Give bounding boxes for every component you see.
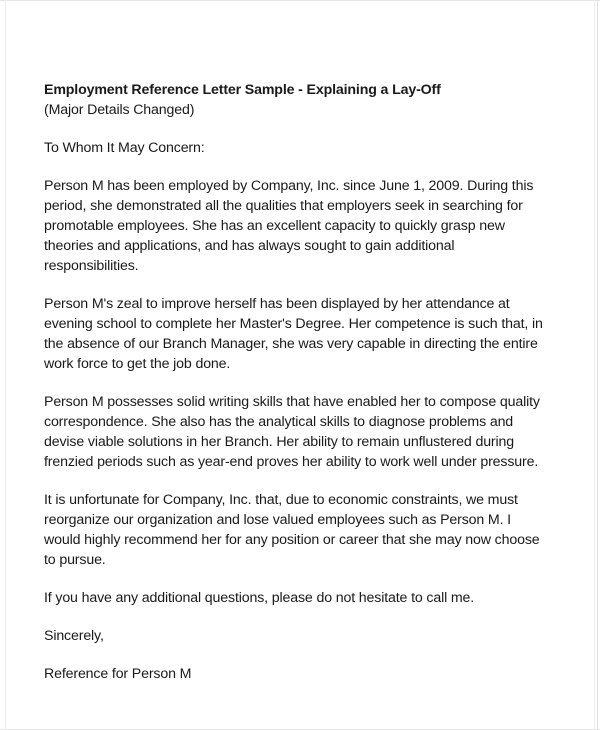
page-edge-right	[594, 0, 595, 730]
letter-subtitle: (Major Details Changed)	[44, 102, 195, 118]
paragraph-line: theories and applications, and has always sought to gain additional	[44, 238, 455, 254]
salutation: To Whom It May Concern:	[44, 140, 205, 156]
page-edge-left	[5, 0, 6, 730]
paragraph-line: Person M's zeal to improve herself has been displayed by her attendance at	[44, 296, 510, 312]
paragraph-line: promotable employees. She has an excellent capacity to quickly grasp new	[44, 218, 505, 234]
paragraph-contact	[44, 588, 564, 608]
paragraph-line: It is unfortunate for Company, Inc. that, due to economic constraints, we must	[44, 492, 518, 508]
paragraph-line: responsibilities.	[44, 258, 139, 274]
paragraph-line: If you have any additional questions, please do not hesitate to call me.	[44, 590, 475, 606]
paragraph-self-improvement	[44, 294, 564, 374]
paragraph-line: evening school to complete her Master's Degree. Her competence is such that, in	[44, 316, 543, 332]
letter-title: Employment Reference Letter Sample - Explaining a Lay-Off	[44, 82, 441, 98]
paragraph-line: to pursue.	[44, 552, 106, 568]
paragraph-layoff-explanation	[44, 490, 564, 570]
paragraph-line: reorganize our organization and lose valued employees such as Person M. I	[44, 512, 511, 528]
closing: Sincerely,	[44, 628, 104, 644]
paragraph-line: devise viable solutions in her Branch. Her ability to remain unflustered during	[44, 434, 514, 450]
paragraph-line: Person M possesses solid writing skills that have enabled her to compose quality	[44, 394, 540, 410]
paragraph-line: period, she demonstrated all the qualities that employers seek in searching for	[44, 198, 523, 214]
paragraph-skills	[44, 392, 564, 472]
paragraph-line: the absence of our Branch Manager, she was very capable in directing the entire	[44, 336, 538, 352]
paragraph-employment-history	[44, 176, 564, 276]
paragraph-line: Person M has been employed by Company, Inc. since June 1, 2009. During this	[44, 178, 534, 194]
letter-body	[44, 80, 564, 684]
page-edge-shadow	[597, 0, 598, 730]
paragraph-line: correspondence. She also has the analytical skills to diagnose problems and	[44, 414, 514, 430]
paragraph-line: work force to get the job done.	[44, 356, 231, 372]
signature: Reference for Person M	[44, 666, 192, 682]
paragraph-line: would highly recommend her for any position or career that she may now choose	[44, 532, 540, 548]
paragraph-line: frenzied periods such as year-end proves her ability to work well under pressure.	[44, 454, 539, 470]
